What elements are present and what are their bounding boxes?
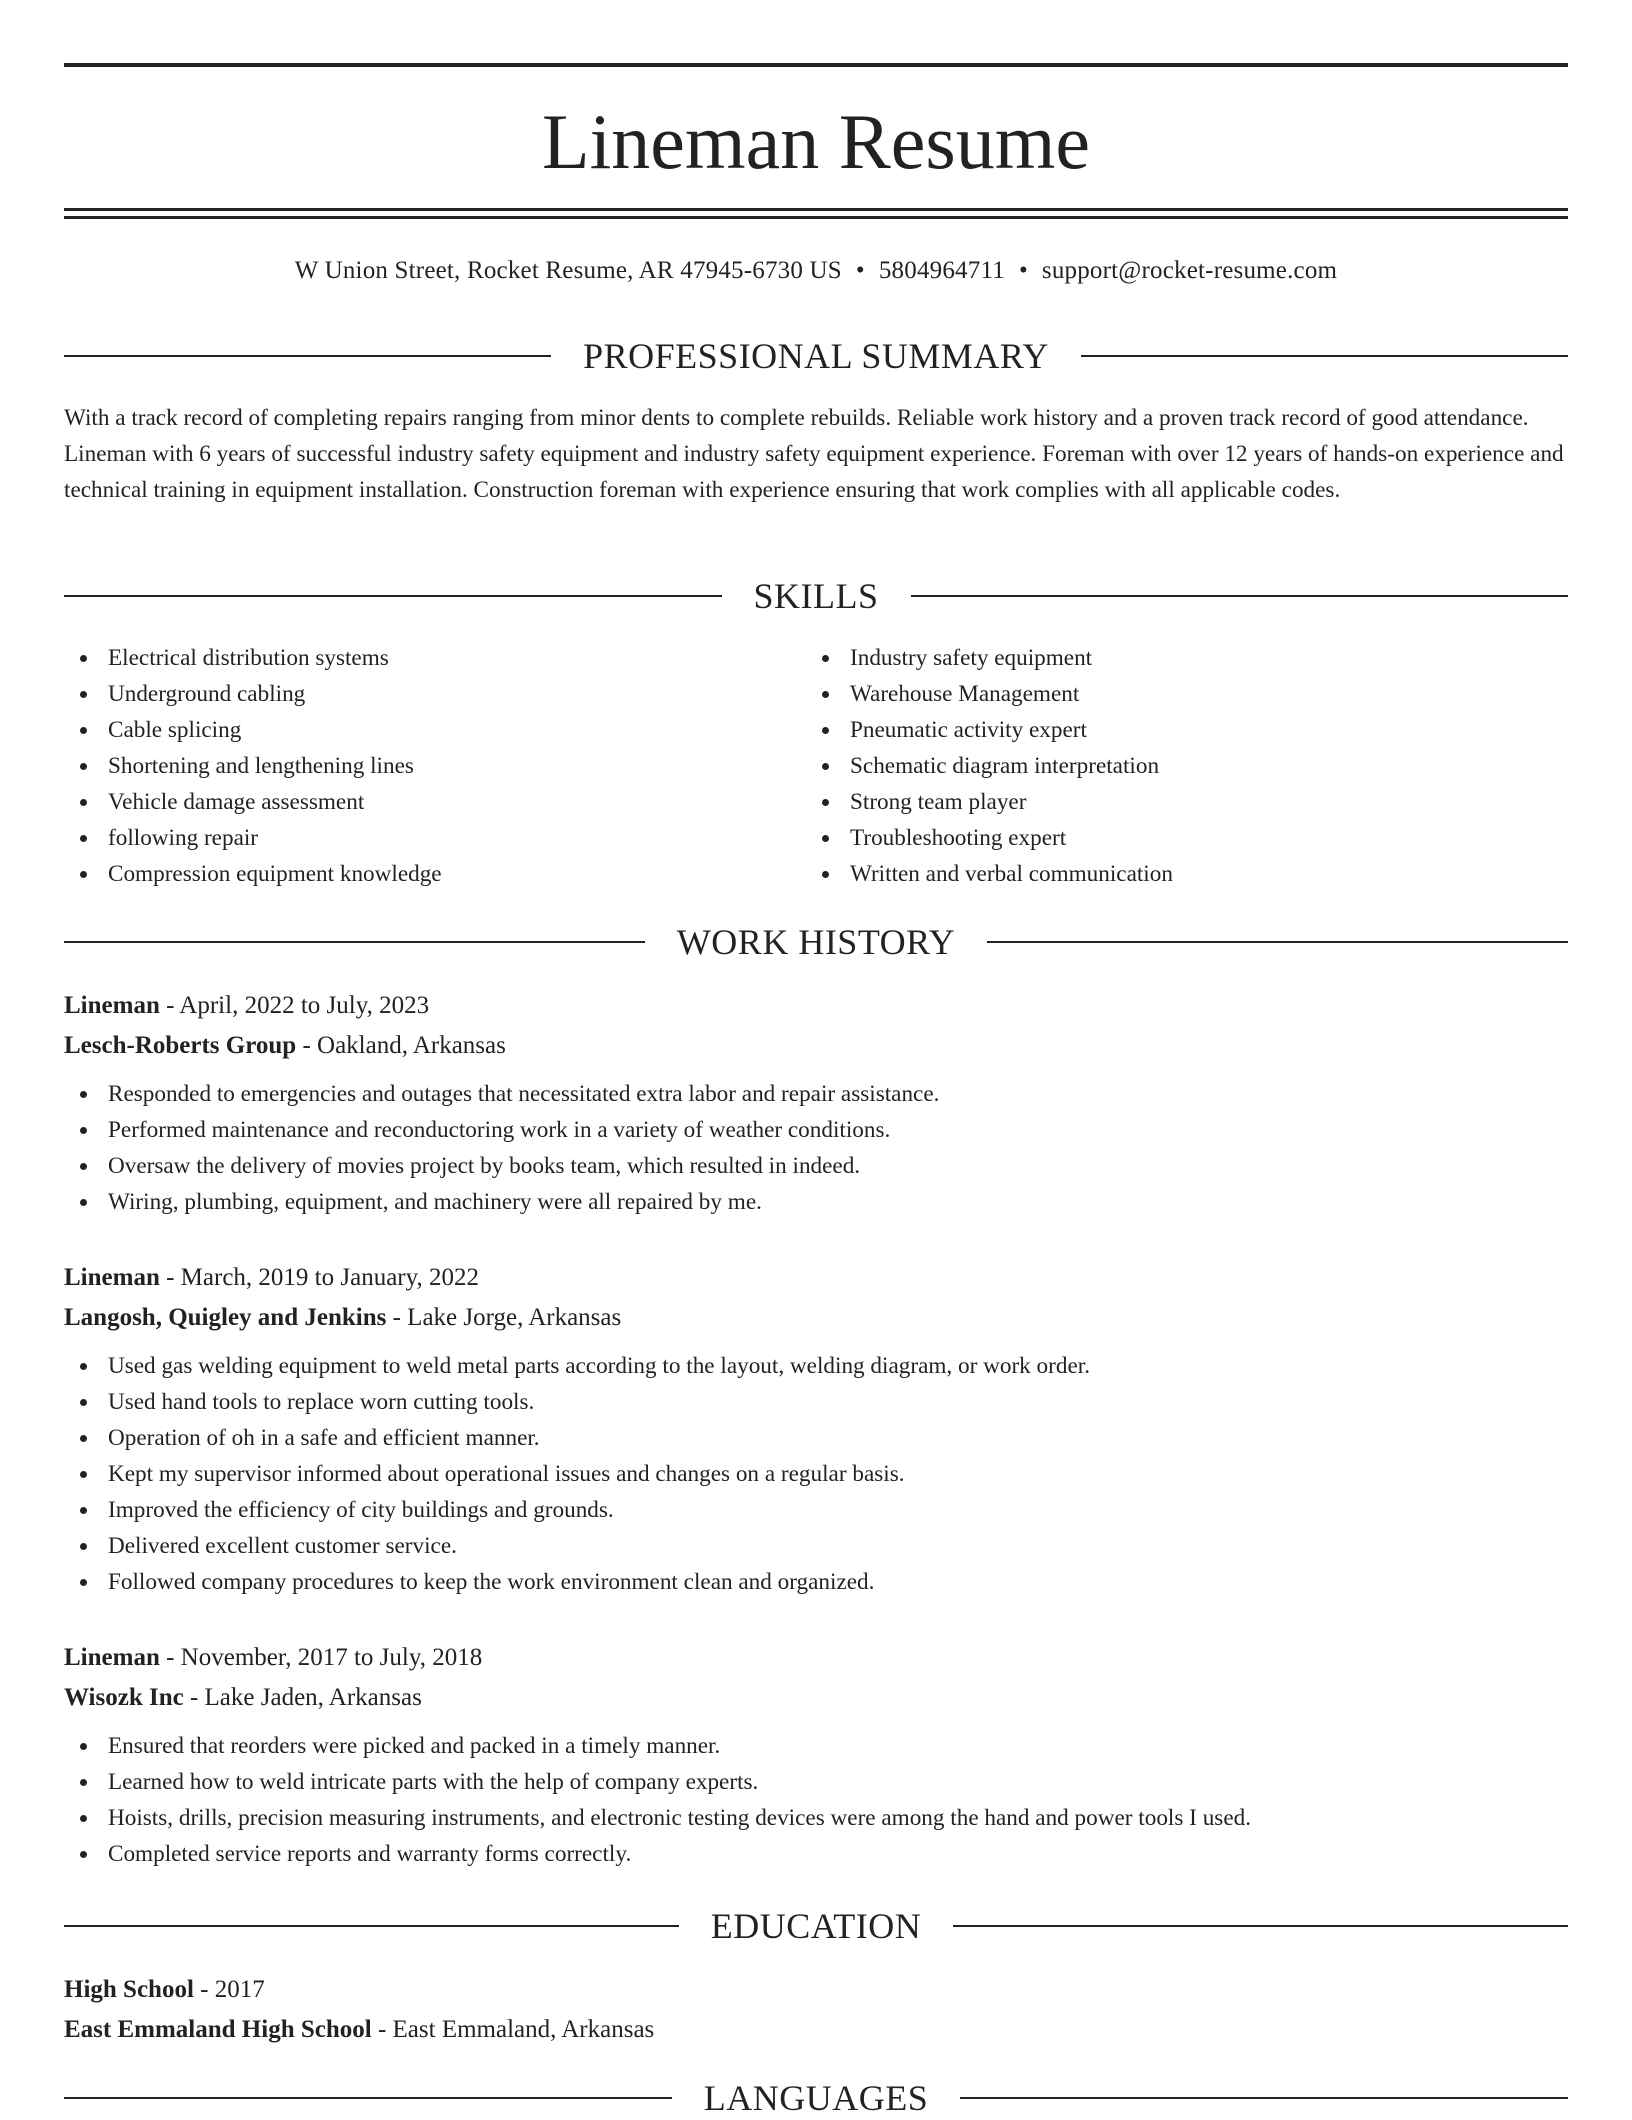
heading-rule <box>64 2097 672 2099</box>
job-bullet: Hoists, drills, precision measuring instruments, and electronic testing devices were among the hand and power tools I used. <box>64 1800 1568 1836</box>
job-bullet: Responded to emergencies and outages that necessitated extra labor and repair assistance. <box>64 1076 1568 1112</box>
section-title: LANGUAGES <box>703 2078 929 2118</box>
skill-item: Pneumatic activity expert <box>806 712 1173 748</box>
job-entry <box>64 986 1568 1220</box>
skill-item: Schematic diagram interpretation <box>806 748 1173 784</box>
education-year: - 2017 <box>193 1976 265 2003</box>
education-degree-row <box>64 1970 1568 2010</box>
job-entry <box>64 1258 1568 1600</box>
section-heading-skills <box>64 574 1568 618</box>
job-bullet: Completed service reports and warranty forms correctly. <box>64 1836 1568 1872</box>
job-title-row <box>64 1638 1568 1678</box>
heading-rule <box>64 1925 679 1927</box>
job-company-row <box>64 1298 1568 1338</box>
job-bullet: Followed company procedures to keep the work environment clean and organized. <box>64 1564 1568 1600</box>
skill-item: Electrical distribution systems <box>64 640 442 676</box>
section-title: EDUCATION <box>710 1906 922 1946</box>
job-title: Lineman <box>64 1264 160 1291</box>
heading-rule <box>911 595 1569 597</box>
heading-rule <box>987 941 1568 943</box>
section-title: PROFESSIONAL SUMMARY <box>583 336 1049 376</box>
section-title: WORK HISTORY <box>676 922 956 962</box>
education-school-row <box>64 2010 1568 2050</box>
skills-list-left <box>64 640 442 892</box>
job-bullet: Operation of oh in a safe and efficient manner. <box>64 1420 1568 1456</box>
education-school: East Emmaland High School <box>64 2016 372 2043</box>
job-title: Lineman <box>64 992 160 1019</box>
job-company: Langosh, Quigley and Jenkins <box>64 1304 387 1331</box>
job-dates: - March, 2019 to January, 2022 <box>159 1264 479 1291</box>
section-heading-work <box>64 920 1568 964</box>
job-company-row <box>64 1026 1568 1066</box>
skill-item: Cable splicing <box>64 712 442 748</box>
skill-item: Strong team player <box>806 784 1173 820</box>
job-dates: - November, 2017 to July, 2018 <box>159 1644 483 1671</box>
title-rule-lower <box>64 216 1568 219</box>
job-bullet: Improved the efficiency of city buildings and grounds. <box>64 1492 1568 1528</box>
skills-list-right <box>806 640 1173 892</box>
summary-text: With a track record of completing repairs ranging from minor dents to complete rebuilds. Reliable work history and a proven track record of good attendance. Lineman with 6 years of successful industry safety equipment and industry safety equipment experience. Foreman with over 12 years of hands-on experience and technical training in equipment installation. Construction foreman with experience ensuring that work complies with all applicable codes. <box>64 405 1564 503</box>
education-degree: High School <box>64 1976 194 2003</box>
job-bullet: Oversaw the delivery of movies project by books team, which resulted in indeed. <box>64 1148 1568 1184</box>
section-heading-education <box>64 1904 1568 1948</box>
job-bullet: Kept my supervisor informed about operational issues and changes on a regular basis. <box>64 1456 1568 1492</box>
job-bullets <box>64 1348 1568 1600</box>
job-bullet: Learned how to weld intricate parts with the help of company experts. <box>64 1764 1568 1800</box>
contact-email: support@rocket-resume.com <box>1041 257 1338 284</box>
job-title: Lineman <box>64 1644 160 1671</box>
skill-item: Written and verbal communication <box>806 856 1173 892</box>
job-bullets <box>64 1076 1568 1220</box>
job-bullet: Used hand tools to replace worn cutting tools. <box>64 1384 1568 1420</box>
job-entry <box>64 1638 1568 1872</box>
skill-item: following repair <box>64 820 442 856</box>
job-location: - Lake Jaden, Arkansas <box>183 1684 422 1711</box>
heading-rule <box>960 2097 1568 2099</box>
job-location: - Oakland, Arkansas <box>296 1032 506 1059</box>
job-title-row <box>64 1258 1568 1298</box>
contact-separator: • <box>855 257 865 284</box>
skill-item: Industry safety equipment <box>806 640 1173 676</box>
job-bullet: Wiring, plumbing, equipment, and machinery were all repaired by me. <box>64 1184 1568 1220</box>
top-rule <box>64 63 1568 67</box>
heading-rule <box>64 941 645 943</box>
section-heading-languages <box>64 2076 1568 2120</box>
section-title: SKILLS <box>753 576 879 616</box>
skill-item: Compression equipment knowledge <box>64 856 442 892</box>
job-title-row <box>64 986 1568 1026</box>
skill-item: Warehouse Management <box>806 676 1173 712</box>
heading-rule <box>64 355 551 357</box>
skill-item: Vehicle damage assessment <box>64 784 442 820</box>
job-location: - Lake Jorge, Arkansas <box>386 1304 622 1331</box>
contact-line <box>0 254 1632 288</box>
job-company: Wisozk Inc <box>64 1684 184 1711</box>
skill-item: Shortening and lengthening lines <box>64 748 442 784</box>
job-bullet: Used gas welding equipment to weld metal parts according to the layout, welding diagram, or work order. <box>64 1348 1568 1384</box>
skill-item: Troubleshooting expert <box>806 820 1173 856</box>
job-bullet: Performed maintenance and reconductoring work in a variety of weather conditions. <box>64 1112 1568 1148</box>
education-location: - East Emmaland, Arkansas <box>371 2016 655 2043</box>
contact-address: W Union Street, Rocket Resume, AR 47945-6730 US <box>294 257 842 284</box>
skill-item: Underground cabling <box>64 676 442 712</box>
job-bullet: Ensured that reorders were picked and packed in a timely manner. <box>64 1728 1568 1764</box>
job-bullets <box>64 1728 1568 1872</box>
contact-separator: • <box>1018 257 1028 284</box>
title-rule-upper <box>64 208 1568 211</box>
heading-rule <box>64 595 722 597</box>
education-entry <box>64 1970 1568 2050</box>
resume-title: Lineman Resume <box>541 98 1091 185</box>
job-company-row <box>64 1678 1568 1718</box>
heading-rule <box>1081 355 1568 357</box>
job-bullet: Delivered excellent customer service. <box>64 1528 1568 1564</box>
heading-rule <box>953 1925 1568 1927</box>
section-heading-summary <box>64 334 1568 378</box>
job-company: Lesch-Roberts Group <box>64 1032 297 1059</box>
job-dates: - April, 2022 to July, 2023 <box>159 992 430 1019</box>
contact-phone: 5804964711 <box>878 257 1005 284</box>
